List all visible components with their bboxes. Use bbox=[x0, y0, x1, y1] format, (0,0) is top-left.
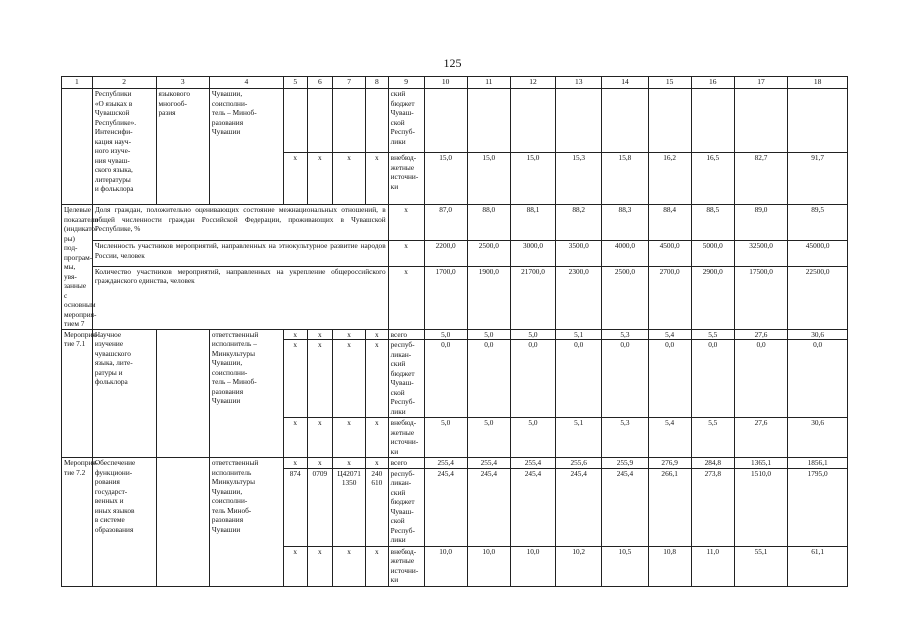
source-cell: внебюд- жетные источни- ки bbox=[388, 418, 424, 458]
value-cell: 89,5 bbox=[788, 205, 848, 241]
value-cell: 45000,0 bbox=[788, 241, 848, 266]
code-cell: x bbox=[366, 340, 389, 418]
value-cell: 10,2 bbox=[556, 546, 602, 586]
value-cell: 245,4 bbox=[467, 468, 510, 546]
indicator-text: Численность участников мероприятий, направленных на этнокультурное развитие народов России, человек bbox=[92, 241, 388, 266]
value-cell: 3000,0 bbox=[510, 241, 555, 266]
cell bbox=[156, 329, 209, 458]
code-cell: x bbox=[307, 153, 333, 205]
value-cell: 5,0 bbox=[467, 329, 510, 340]
value-cell: 2500,0 bbox=[602, 266, 648, 329]
value-cell: 21700,0 bbox=[510, 266, 555, 329]
event-id-cell: Мероприя- тие 7.1 bbox=[62, 329, 93, 458]
value-cell: 255,4 bbox=[510, 458, 555, 469]
value-cell: 27,6 bbox=[734, 418, 787, 458]
code-cell: x bbox=[283, 340, 307, 418]
value-cell: 2200,0 bbox=[424, 241, 467, 266]
value-cell: 5,4 bbox=[648, 329, 691, 340]
value-cell: 5,1 bbox=[556, 418, 602, 458]
budget-table bbox=[61, 76, 848, 587]
value-cell: 10,5 bbox=[602, 546, 648, 586]
value-cell: 3500,0 bbox=[556, 241, 602, 266]
value-cell: 276,9 bbox=[648, 458, 691, 469]
code-cell: 240 610 bbox=[366, 468, 389, 546]
value-cell: 30,6 bbox=[788, 418, 848, 458]
value-cell: 0,0 bbox=[734, 340, 787, 418]
source-cell: всего bbox=[388, 329, 424, 340]
value-cell: 27,6 bbox=[734, 329, 787, 340]
value-cell: 88,0 bbox=[467, 205, 510, 241]
cell: x bbox=[388, 266, 424, 329]
col-header: 9 bbox=[388, 77, 424, 89]
value-cell: 87,0 bbox=[424, 205, 467, 241]
code-cell: x bbox=[366, 546, 389, 586]
value-cell: 1900,0 bbox=[467, 266, 510, 329]
col-header: 14 bbox=[602, 77, 648, 89]
executor-cell: ответственный исполнитель – Минкультуры Чувашии, соисполни- тель – Миноб- разования Чувашии bbox=[209, 329, 283, 458]
value-cell: 61,1 bbox=[788, 546, 848, 586]
cell: x bbox=[388, 241, 424, 266]
value-cell: 0,0 bbox=[648, 340, 691, 418]
value-cell: 0,0 bbox=[467, 340, 510, 418]
value-cell: 15,3 bbox=[556, 153, 602, 205]
value-cell: 10,8 bbox=[648, 546, 691, 586]
value-cell: 245,4 bbox=[424, 468, 467, 546]
indicator-row bbox=[62, 266, 848, 329]
value-cell: 5,4 bbox=[648, 418, 691, 458]
value-cell: 15,8 bbox=[602, 153, 648, 205]
source-cell: респуб- ликан- ский бюджет Чуваш- ской Респуб- лики bbox=[388, 468, 424, 546]
code-cell: x bbox=[283, 153, 307, 205]
value-cell: 0,0 bbox=[556, 340, 602, 418]
indicator-row bbox=[62, 205, 848, 241]
executor-cell: Чувашии, соисполни- тель – Миноб- разования Чувашии bbox=[209, 89, 283, 205]
value-cell: 5,0 bbox=[424, 418, 467, 458]
indicator-label-cell: Целевые показатели (индикато- ры) под- програм- мы, увя- занные с основным мероприя- тием 7 bbox=[62, 205, 93, 330]
value-cell: 2300,0 bbox=[556, 266, 602, 329]
value-cell: 88,3 bbox=[602, 205, 648, 241]
value-cell: 17500,0 bbox=[734, 266, 787, 329]
code-cell: 874 bbox=[283, 468, 307, 546]
value-cell: 89,0 bbox=[734, 205, 787, 241]
value-cell: 0,0 bbox=[424, 340, 467, 418]
value-cell: 273,8 bbox=[691, 468, 734, 546]
value-cell: 5,3 bbox=[602, 329, 648, 340]
col-header: 10 bbox=[424, 77, 467, 89]
value-cell: 91,7 bbox=[788, 153, 848, 205]
code-cell: x bbox=[366, 418, 389, 458]
indicator-text: Количество участников мероприятий, направленных на укрепление общероссийского гражданского единства, человек bbox=[92, 266, 388, 329]
code-cell: x bbox=[366, 329, 389, 340]
value-cell: 5,5 bbox=[691, 418, 734, 458]
value-cell: 245,4 bbox=[556, 468, 602, 546]
cell: x bbox=[388, 205, 424, 241]
value-cell: 30,6 bbox=[788, 329, 848, 340]
value-cell: 10,0 bbox=[467, 546, 510, 586]
value-cell: 88,2 bbox=[556, 205, 602, 241]
value-cell: 2900,0 bbox=[691, 266, 734, 329]
col-header: 1 bbox=[62, 77, 93, 89]
code-cell: x bbox=[333, 458, 366, 469]
value-cell: 15,0 bbox=[510, 153, 555, 205]
value-cell: 0,0 bbox=[510, 340, 555, 418]
col-header: 17 bbox=[734, 77, 787, 89]
value-cell: 266,1 bbox=[648, 468, 691, 546]
value-cell: 32500,0 bbox=[734, 241, 787, 266]
code-cell: x bbox=[307, 329, 333, 340]
value-cell: 15,0 bbox=[467, 153, 510, 205]
value-cell: 10,0 bbox=[424, 546, 467, 586]
executor-cell: ответственный исполнитель Минкультуры Чувашии, соисполни- тель Миноб- разования Чувашии bbox=[209, 458, 283, 587]
header-row bbox=[62, 77, 848, 89]
code-cell: x bbox=[333, 418, 366, 458]
value-cell: 82,7 bbox=[734, 153, 787, 205]
value-cell: 11,0 bbox=[691, 546, 734, 586]
value-cell: 255,6 bbox=[556, 458, 602, 469]
code-cell: x bbox=[283, 546, 307, 586]
value-cell: 0,0 bbox=[602, 340, 648, 418]
event-id-cell: Мероприя- тие 7.2 bbox=[62, 458, 93, 587]
code-cell: x bbox=[307, 418, 333, 458]
value-cell: 88,1 bbox=[510, 205, 555, 241]
col-header: 15 bbox=[648, 77, 691, 89]
value-cell: 255,4 bbox=[424, 458, 467, 469]
goal-cell: языкового многооб- разия bbox=[156, 89, 209, 205]
value-cell: 16,2 bbox=[648, 153, 691, 205]
source-cell: внебюд- жетные источни- ки bbox=[388, 153, 424, 205]
value-cell: 5,0 bbox=[467, 418, 510, 458]
value-cell: 1365,1 bbox=[734, 458, 787, 469]
value-cell: 15,0 bbox=[424, 153, 467, 205]
col-header: 11 bbox=[467, 77, 510, 89]
value-cell: 255,9 bbox=[602, 458, 648, 469]
cell bbox=[283, 89, 307, 153]
col-header: 3 bbox=[156, 77, 209, 89]
value-cell: 5,1 bbox=[556, 329, 602, 340]
value-cell: 5,0 bbox=[510, 418, 555, 458]
value-cell: 1510,0 bbox=[734, 468, 787, 546]
cell bbox=[366, 89, 389, 153]
table-row bbox=[62, 89, 848, 153]
col-header: 18 bbox=[788, 77, 848, 89]
value-cell: 2500,0 bbox=[467, 241, 510, 266]
col-header: 7 bbox=[333, 77, 366, 89]
code-cell: x bbox=[283, 458, 307, 469]
code-cell: x bbox=[333, 329, 366, 340]
value-cell: 88,5 bbox=[691, 205, 734, 241]
value-cell: 1700,0 bbox=[424, 266, 467, 329]
cell bbox=[156, 458, 209, 587]
value-cell: 1856,1 bbox=[788, 458, 848, 469]
value-cell: 0,0 bbox=[788, 340, 848, 418]
source-cell: ский бюджет Чуваш- ской Респуб- лики bbox=[388, 89, 424, 153]
table-row bbox=[62, 329, 848, 340]
cell bbox=[307, 89, 333, 153]
col-header: 6 bbox=[307, 77, 333, 89]
value-cell: 5000,0 bbox=[691, 241, 734, 266]
cell bbox=[333, 89, 366, 153]
value-cell: 5,0 bbox=[424, 329, 467, 340]
value-cell: 88,4 bbox=[648, 205, 691, 241]
code-cell: x bbox=[366, 458, 389, 469]
value-cell: 55,1 bbox=[734, 546, 787, 586]
event-title-cell: Обеспечение функциони- рования государст- венных и иных языков в системе образования bbox=[92, 458, 156, 587]
source-cell: респуб- ликан- ский бюджет Чуваш- ской Респуб- лики bbox=[388, 340, 424, 418]
value-cell: 5,5 bbox=[691, 329, 734, 340]
indicator-text: Доля граждан, положительно оценивающих состояние межнациональных отношений, в общей численности граждан Российской Федерации, проживающих в Чувашской Республике, % bbox=[92, 205, 388, 241]
col-header: 8 bbox=[366, 77, 389, 89]
source-cell: всего bbox=[388, 458, 424, 469]
code-cell: x bbox=[307, 458, 333, 469]
value-cell: 4500,0 bbox=[648, 241, 691, 266]
code-cell: x bbox=[283, 418, 307, 458]
col-header: 13 bbox=[556, 77, 602, 89]
col-header: 16 bbox=[691, 77, 734, 89]
value-cell: 2700,0 bbox=[648, 266, 691, 329]
cell bbox=[62, 89, 93, 205]
code-cell: Ц42071 1350 bbox=[333, 468, 366, 546]
event-title-cell: Республики «О языках в Чувашской Республике». Интенсифи- кация науч- ного изуче- ния чуваш- ского языка, литературы и фольклора bbox=[92, 89, 156, 205]
code-cell: 0709 bbox=[307, 468, 333, 546]
value-cell: 255,4 bbox=[467, 458, 510, 469]
value-cell: 22500,0 bbox=[788, 266, 848, 329]
value-cell: 4000,0 bbox=[602, 241, 648, 266]
source-cell: внебюд- жетные источни- ки bbox=[388, 546, 424, 586]
value-cell: 16,5 bbox=[691, 153, 734, 205]
code-cell: x bbox=[307, 546, 333, 586]
value-cell: 5,3 bbox=[602, 418, 648, 458]
event-title-cell: Научное изучение чувашского языка, лите- ратуры и фольклора bbox=[92, 329, 156, 458]
col-header: 12 bbox=[510, 77, 555, 89]
value-cell: 0,0 bbox=[691, 340, 734, 418]
code-cell: x bbox=[333, 153, 366, 205]
value-cell: 1795,0 bbox=[788, 468, 848, 546]
col-header: 4 bbox=[209, 77, 283, 89]
code-cell: x bbox=[333, 340, 366, 418]
page-number: 125 bbox=[443, 56, 462, 70]
indicator-row bbox=[62, 241, 848, 266]
code-cell: x bbox=[307, 340, 333, 418]
value-cell: 245,4 bbox=[510, 468, 555, 546]
table-row bbox=[62, 458, 848, 469]
value-cell: 245,4 bbox=[602, 468, 648, 546]
code-cell: x bbox=[366, 153, 389, 205]
value-cell: 5,0 bbox=[510, 329, 555, 340]
value-cell: 284,8 bbox=[691, 458, 734, 469]
value-cell: 10,0 bbox=[510, 546, 555, 586]
col-header: 5 bbox=[283, 77, 307, 89]
code-cell: x bbox=[333, 546, 366, 586]
col-header: 2 bbox=[92, 77, 156, 89]
code-cell: x bbox=[283, 329, 307, 340]
